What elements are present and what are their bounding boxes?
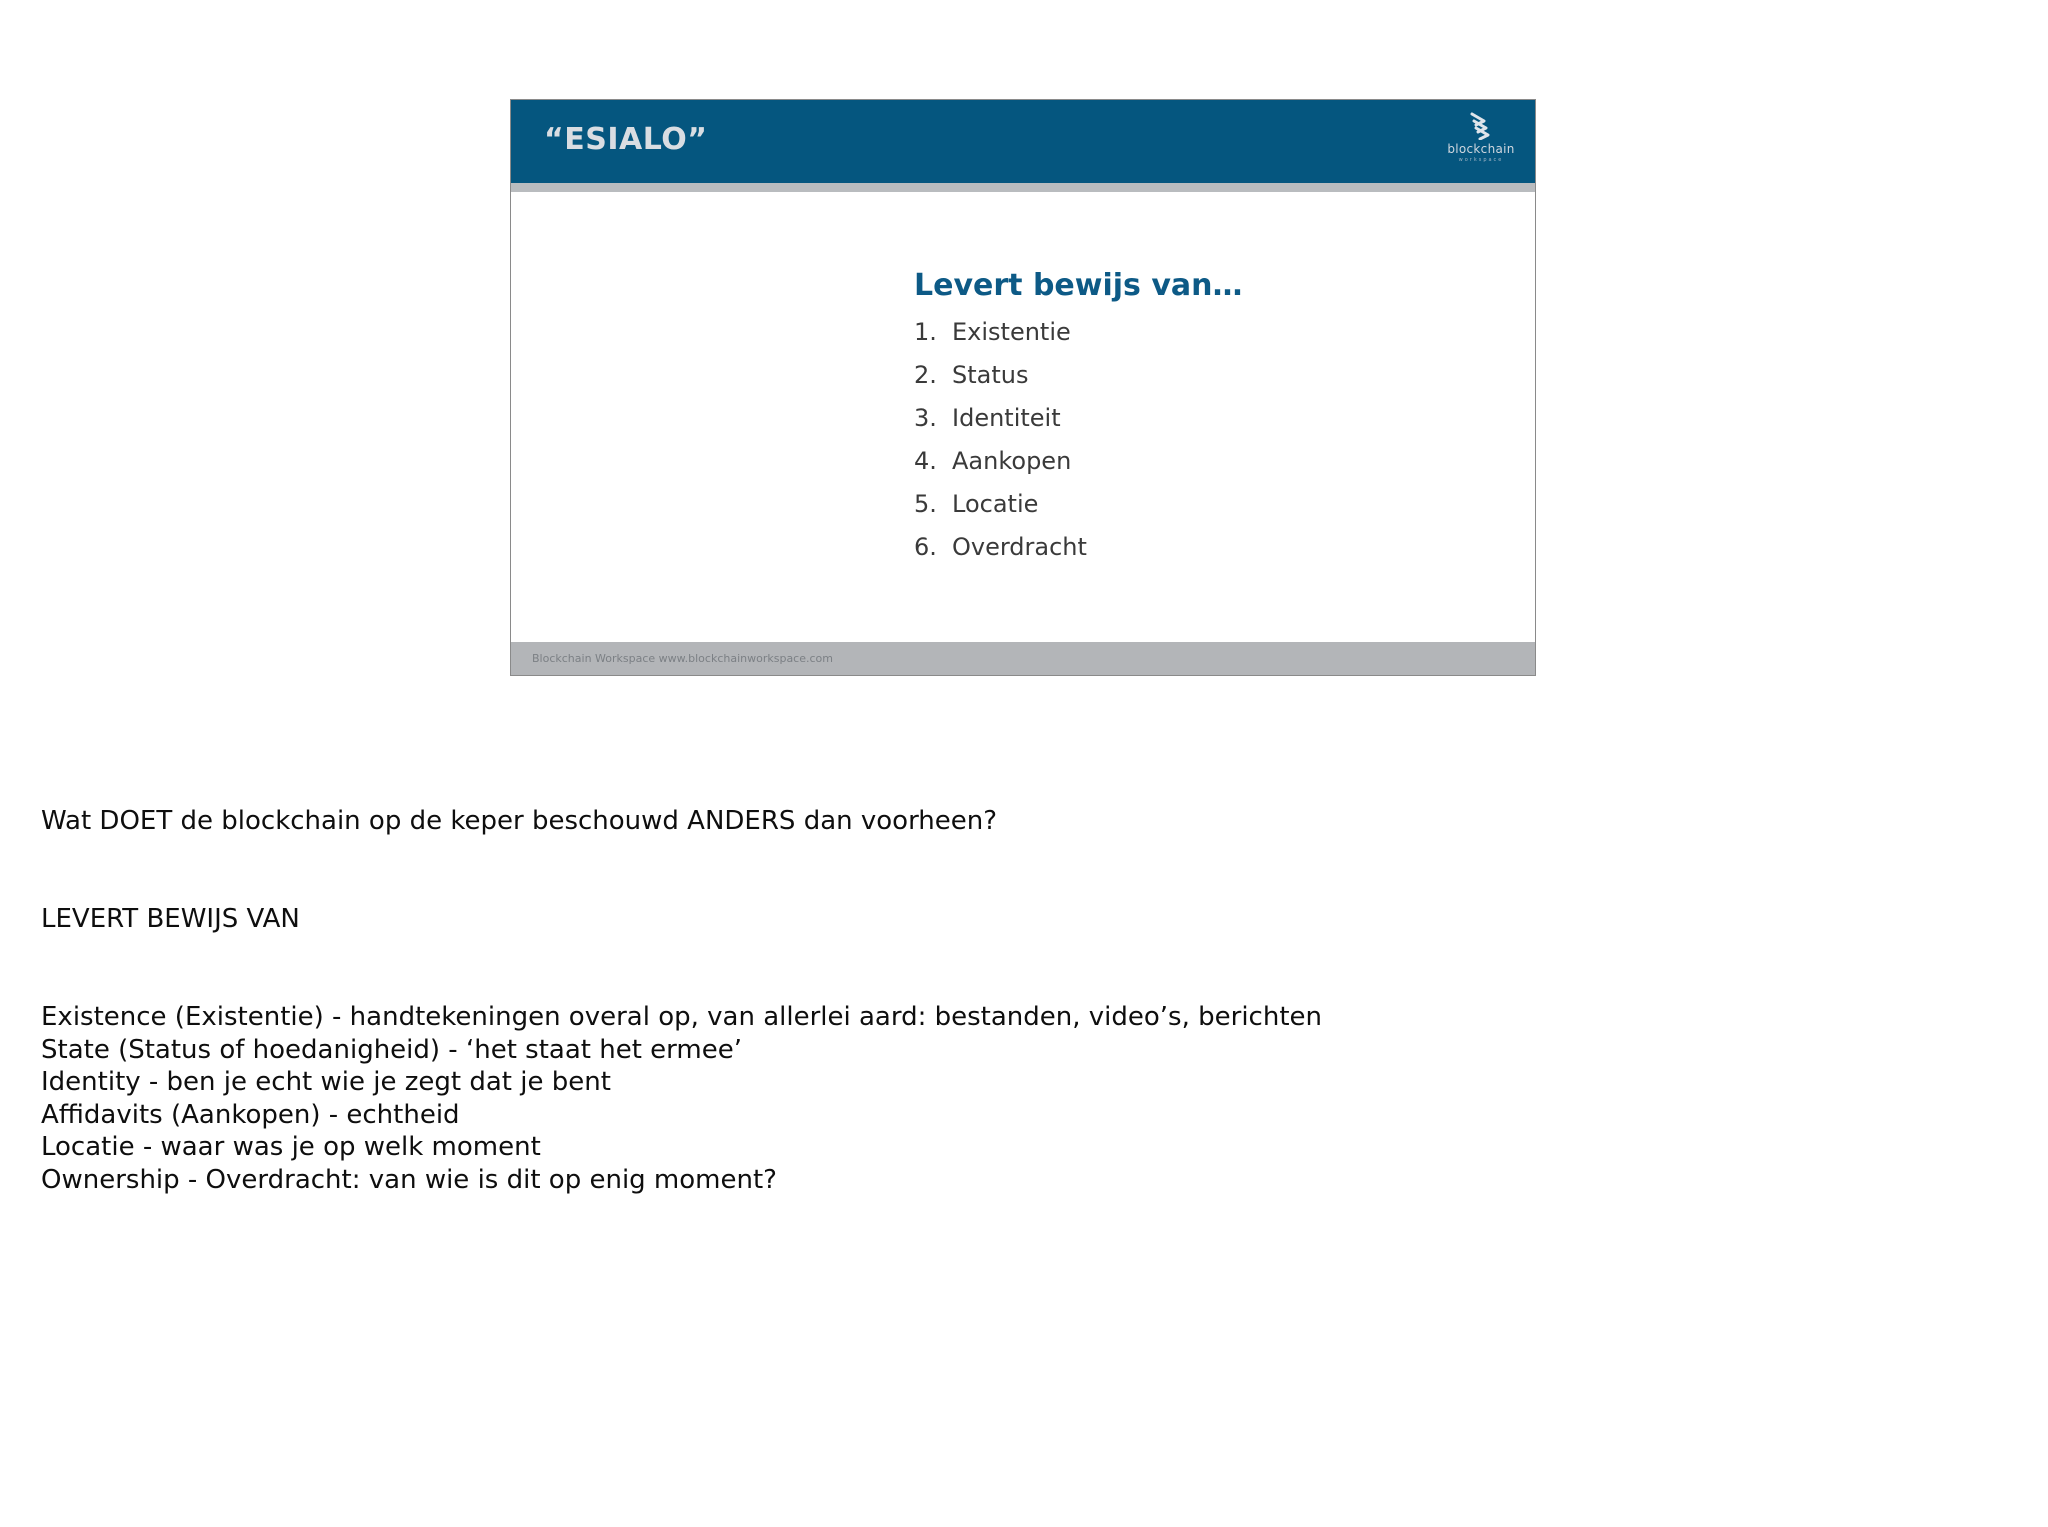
slide-title: “ESIALO” <box>544 122 708 157</box>
list-item-label: Identiteit <box>952 404 1061 432</box>
slide-list <box>914 318 1087 576</box>
list-item-number: 2. <box>914 361 937 389</box>
list-item-number: 6. <box>914 533 937 561</box>
notes-subheading: LEVERT BEWIJS VAN <box>41 904 300 934</box>
slide-list-item <box>914 404 1087 447</box>
notes-subheading-block <box>41 903 1941 936</box>
list-item-number: 1. <box>914 318 937 346</box>
blockchain-logo-icon <box>1464 110 1498 140</box>
notes-question-block <box>41 805 1941 838</box>
slide-list-item <box>914 361 1087 404</box>
brand-subtitle: workspace <box>1458 157 1504 163</box>
notes-line: Identity - ben je echt wie je zegt dat je bent <box>41 1067 611 1098</box>
slide-thumbnail <box>510 99 1536 676</box>
slide-footer-text: Blockchain Workspace www.blockchainworkspace.com <box>532 652 833 665</box>
slide-footer-bar <box>511 642 1535 675</box>
list-item-label: Aankopen <box>952 447 1072 475</box>
list-item-label: Existentie <box>952 318 1071 346</box>
slide-list-item <box>914 533 1087 576</box>
list-item-label: Locatie <box>952 490 1039 518</box>
slide-header-bar <box>511 100 1535 183</box>
slide-list-item <box>914 447 1087 490</box>
slide-header-stripe <box>511 183 1535 192</box>
slide-list-item <box>914 490 1087 533</box>
list-item-number: 3. <box>914 404 937 432</box>
slide-heading: Levert bewijs van… <box>914 268 1243 303</box>
notes-question: Wat DOET de blockchain op de keper beschouwd ANDERS dan voorheen? <box>41 806 998 836</box>
notes-line: Affidavits (Aankopen) - echtheid <box>41 1099 460 1130</box>
list-item-number: 4. <box>914 447 937 475</box>
list-item-label: Overdracht <box>952 533 1087 561</box>
brand-logo <box>1441 110 1521 176</box>
notes-line: Ownership - Overdracht: van wie is dit op enig moment? <box>41 1164 777 1195</box>
slide-list-item <box>914 318 1087 361</box>
notes-line: State (Status of hoedanigheid) - ‘het staat het ermee’ <box>41 1034 742 1065</box>
list-item-label: Status <box>952 361 1029 389</box>
notes-line: Locatie - waar was je op welk moment <box>41 1132 541 1163</box>
notes-list <box>41 1001 1941 1197</box>
brand-name: blockchain <box>1447 142 1515 156</box>
notes-line: Existence (Existentie) - handtekeningen overal op, van allerlei aard: bestanden, video’s, berichten <box>41 1002 1322 1032</box>
list-item-number: 5. <box>914 490 937 518</box>
